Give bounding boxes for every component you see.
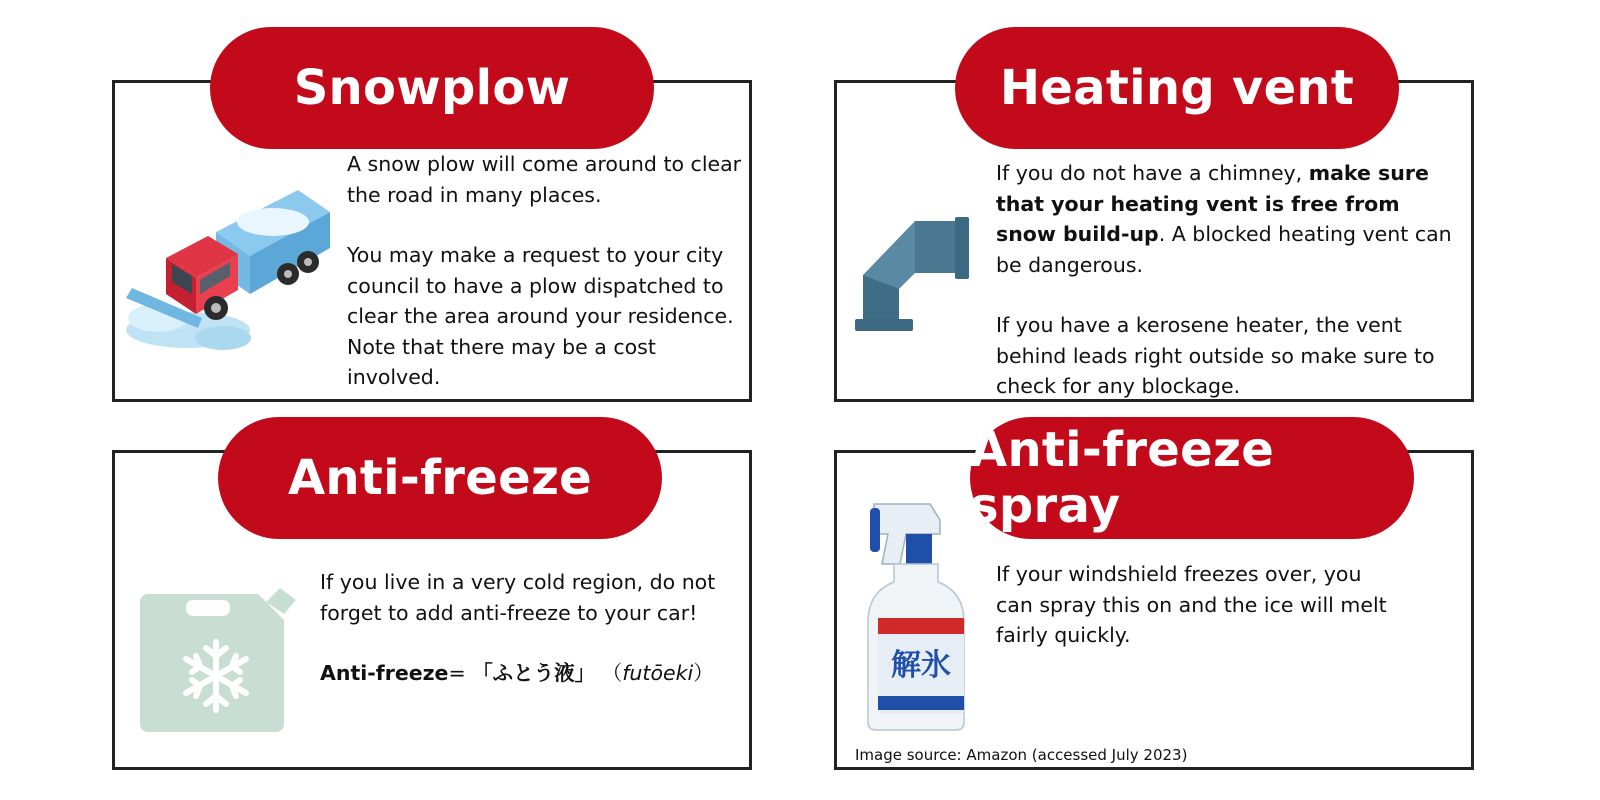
antifreeze-japanese: 「ふとう液」 — [472, 661, 596, 685]
svg-text:解氷: 解氷 — [891, 648, 951, 683]
snowplow-truck-icon — [118, 190, 333, 360]
antifreeze-description — [320, 567, 740, 689]
antifreeze-paragraph-1: If you live in a very cold region, do not forget to add anti-freeze to your car! — [320, 570, 716, 625]
snowplow-paragraph-1: A snow plow will come around to clear the road in many places. — [347, 152, 742, 207]
snowplow-paragraph-2: You may make a request to your city council to have a plow dispatched to clear the area around your residence. Note that there may be a cost involved. — [347, 243, 734, 389]
antifreeze-spray-description — [996, 559, 1396, 651]
antifreeze-definition: Anti-freeze= 「ふとう液」 （futōeki） — [320, 661, 714, 685]
heating-vent-warning: make sure that your heating vent is free from snow build-up — [996, 161, 1429, 246]
heating-vent-title: Heating vent — [955, 27, 1399, 149]
spray-bottle-icon — [866, 500, 976, 732]
snowplow-description — [347, 149, 747, 393]
antifreeze-romaji: futōeki — [622, 661, 694, 685]
heating-vent-description — [996, 158, 1456, 402]
antifreeze-spray-title: Anti-freeze spray — [970, 417, 1414, 539]
heating-vent-paragraph-1: If you do not have a chimney, make sure that your heating vent is free from snow build-up. A blocked heating vent can be dangerous. — [996, 161, 1452, 277]
antifreeze-spray-paragraph-1: If your windshield freezes over, you can spray this on and the ice will melt fairly quickly. — [996, 562, 1387, 647]
antifreeze-title: Anti-freeze — [218, 417, 662, 539]
antifreeze-term: Anti-freeze — [320, 661, 449, 685]
snowplow-title: Snowplow — [210, 27, 654, 149]
image-source-credit: Image source: Amazon (accessed July 2023) — [855, 746, 1188, 764]
jerrycan-snowflake-icon — [140, 584, 300, 734]
heating-vent-pipe-icon — [855, 215, 975, 335]
heating-vent-paragraph-2: If you have a kerosene heater, the vent behind leads right outside so make sure to check for any blockage. — [996, 313, 1435, 398]
